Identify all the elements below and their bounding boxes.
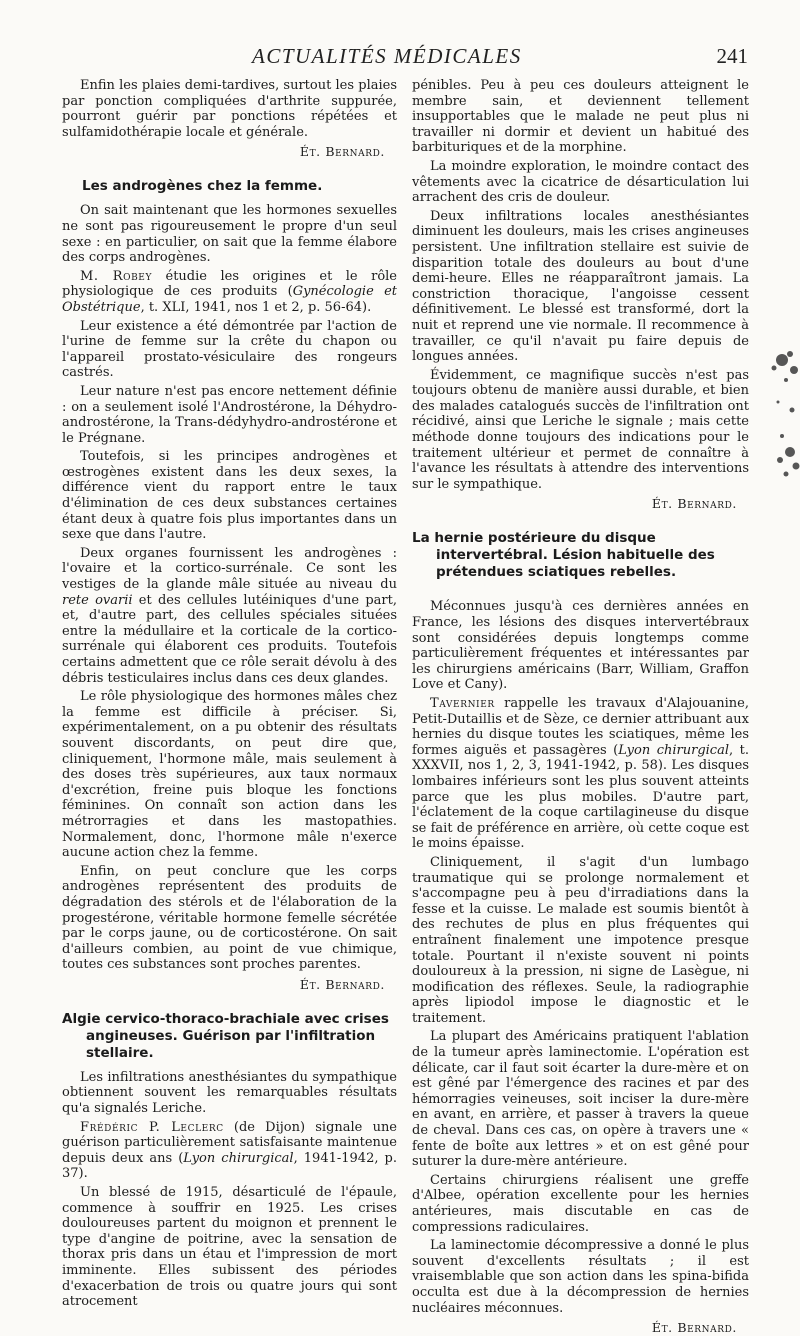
page-header — [0, 44, 800, 74]
paragraph: Cliniquement, il s'agit d'un lumbago traumatique qui se prolonge normalement et s'accompagne peu à peu d'irradiations dans la fesse et la cuisse. Le malade est soumis bientôt à des rechutes de plus en plus fréquentes qui entraînent finalement une impotence presque totale. Pourtant il n'existe souvent ni points douloureux à la pression, ni signe de Lasègue, ni modification des réflexes. Seule, la radiographie après lipiodol impose le diagnostic et le traitement. — [412, 854, 749, 1026]
paragraph: Leur existence a été démontrée par l'action de l'urine de femme sur la crête du chapon ou l'appareil prostato-vésiculaire des rongeurs castrés. — [62, 318, 397, 381]
paragraph: Méconnues jusqu'à ces dernières années en France, les lésions des disques intervertébraux sont considérées depuis longtemps comme particulièrement fréquentes et intéressantes par les chirurgiens américains (Barr, William, Graffon Love et Cany). — [412, 599, 749, 693]
paragraph: Leur nature n'est pas encore nettement définie : on a seulement isolé l'Androstérone, la Déhydro-androstérone, la Trans-dédyhydro-androstérone et le Prégnane. — [62, 383, 397, 446]
article-title: Algie cervico-thoraco-brachiale avec crises angineuses. Guérison par l'infiltration stellaire. — [62, 1010, 389, 1061]
signature: Ét. Bernard. — [651, 496, 737, 512]
page-number: 241 — [716, 44, 748, 68]
article-title: La hernie postérieure du disque intervertébral. Lésion habituelle des prétendues sciatiques rebelles. — [412, 530, 715, 581]
paragraph: Deux infiltrations locales anesthésiantes diminuent les douleurs, mais les crises angineuses persistent. Une infiltration stellaire est suivie de disparition totale des douleurs au bout d'une demi-heure. Elles ne réapparaîtront jamais. La constriction thoracique, l'angoisse cessent définitivement. Le blessé est transformé, dort la nuit et reprend une vie normale. Il recommence à travailler, ce qu'il n'avait pu faire depuis de longues années. — [412, 208, 749, 365]
left-column — [62, 78, 397, 1313]
latin-term: rete ovarii — [62, 592, 133, 608]
paragraph: Évidemment, ce magnifique succès n'est pas toujours obtenu de manière aussi durable, et bien des malades catalogués succès de l'infiltration ont récidivé, ainsi que Leriche le signale ; mais cette méthode donne toujours des indications pour le traitement ultérieur et permet de connaître à l'avance les résultats à attendre des interventions sur le sympathique. — [412, 367, 749, 492]
paragraph: Tavernier rappelle les travaux d'Alajouanine, Petit-Dutaillis et de Sèze, ce dernier attribuant aux hernies du disque toutes les sciatiques, même les formes aiguës et passagères (Lyon chirurgical, t. XXXVII, nos 1, 2, 3, 1941-1942, p. 58). Les disques lombaires inférieurs sont les plus souvent atteints parce que les plus mobiles. D'autre part, l'éclatement de la coque cartilagineuse du disque se fait de préférence en arrière, où cette coque est le moins épaisse. — [412, 696, 749, 852]
paragraph: M. Robey étudie les origines et le rôle physiologique de ces produits (Gynécologie et Obstétrique, t. XLI, 1941, nos 1 et 2, p. 56-64). — [62, 268, 398, 315]
signature: Ét. Bernard. — [299, 976, 385, 992]
paragraph: La plupart des Américains pratiquent l'ablation de la tumeur après laminectomie. L'opération est délicate, car il faut soit écarter la dure-mère et on est gêné par l'émergence des racines et par des hémorragies veineuses, soit inciser la dure-mère en avant, en arrière, et passer à travers la queue de cheval. Dans ces cas, on opère à travers une « fente de boîte aux lettres » et on est gêné pour suturer la dure-mère antérieure. — [412, 1029, 749, 1170]
article-title: Les androgènes chez la femme. — [82, 178, 323, 195]
intro-paragraph: Enfin les plaies demi-tardives, surtout les plaies par ponction compliquées d'arthrite suppurée, pourront guérir par ponctions répétées et sulfamidothérapie locale et générale. — [62, 78, 397, 140]
author-name: M. Robey — [80, 268, 153, 284]
right-column — [412, 78, 749, 1336]
journal-title: Lyon chirurgical — [183, 1150, 294, 1166]
paragraph: Toutefois, si les principes androgènes et œstrogènes existent dans les deux sexes, la différence vient du rapport entre le taux d'élimination de ces deux substances certaines étant deux à quatre fois plus importantes dans un sexe que dans l'autre. — [62, 449, 397, 543]
running-title: ACTUALITÉS MÉDICALES — [252, 44, 522, 68]
paragraph: Frédéric P. Leclerc (de Dijon) signale une guérison particulièrement satisfaisante maintenue depuis deux ans (Lyon chirurgical, 1941-1942, p. 37). — [62, 1119, 398, 1182]
author-name: Frédéric P. Leclerc — [80, 1119, 224, 1135]
paragraph: La moindre exploration, le moindre contact des vêtements avec la cicatrice de désarticulation lui arrachent des cris de douleur. — [412, 158, 749, 206]
paragraph: Enfin, on peut conclure que les corps androgènes représentent des produits de dégradation des stérols et de l'élaboration de la progestérone, véritable hormone femelle sécrétée par le corps jaune, ou de corticostérone. On sait d'ailleurs combien, au point de vue chimique, toutes ces substances sont proches parentes. — [62, 863, 397, 973]
paragraph: Le rôle physiologique des hormones mâles chez la femme est difficile à préciser. Si, expérimentalement, on a pu obtenir des résultats souvent discordants, on peut dire que, cliniquement, l'hormone mâle, mais seulement à des doses très supérieures, aux taux normaux d'excrétion, freine puis bloque les fonctions féminines. On connaît son action dans les métrorragies et dans les mastopathies. Normalement, donc, l'hormone mâle n'exerce aucune action chez la femme. — [62, 689, 397, 861]
signature: Ét. Bernard. — [299, 144, 385, 160]
journal-title: Gynécologie et Obstétrique — [62, 284, 398, 315]
paragraph: Un blessé de 1915, désarticulé de l'épaule, commence à souffrir en 1925. Les crises douloureuses partent du moignon et prennent le type d'angine de poitrine, avec la sensation de thorax pris dans un étau et l'impression de mort imminente. Elles subissent des périodes d'exacerbation de trois ou quatre jours qui sont atrocement — [62, 1185, 397, 1310]
paragraph: Certains chirurgiens réalisent une greffe d'Albee, opération excellente pour les hernies antérieures, mais discutable en cas de compressions radiculaires. — [412, 1172, 749, 1235]
paragraph: Deux organes fournissent les androgènes : l'ovaire et la cortico-surrénale. Ce sont les vestiges de la glande mâle située au niveau du rete ovarii et des cellules lutéiniques d'une part, et, d'autre part, des cellules spéciales situées entre la médullaire et la corticale de la cortico-surrénale qui élaborent ces produits. Toutefois certains admettent que ce rôle serait dévolu à des débris testiculaires inclus dans ces deux glandes. — [62, 545, 397, 686]
signature: Ét. Bernard. — [651, 1320, 737, 1336]
paragraph: La laminectomie décompressive a donné le plus souvent d'excellents résultats ; il est vraisemblable que son action dans les spina-bifida occulta est due à la décompression de hernies nucléaires méconnues. — [412, 1238, 749, 1316]
author-name: Tavernier — [430, 696, 495, 711]
ink-blot — [752, 340, 800, 490]
journal-title: Lyon chirurgical — [618, 742, 729, 758]
paragraph: Les infiltrations anesthésiantes du sympathique obtiennent souvent les remarquables résultats qu'a signalés Leriche. — [62, 1069, 397, 1117]
continued-paragraph: pénibles. Peu à peu ces douleurs atteignent le membre sain, et deviennent tellement insupportables que le malade ne peut plus ni travailler ni dormir et devient un habitué des barbituriques et de la morphine. — [412, 78, 749, 156]
paragraph: On sait maintenant que les hormones sexuelles ne sont pas rigoureusement le propre d'un seul sexe : en particulier, on sait que la femme élabore des corps androgènes. — [62, 203, 397, 266]
